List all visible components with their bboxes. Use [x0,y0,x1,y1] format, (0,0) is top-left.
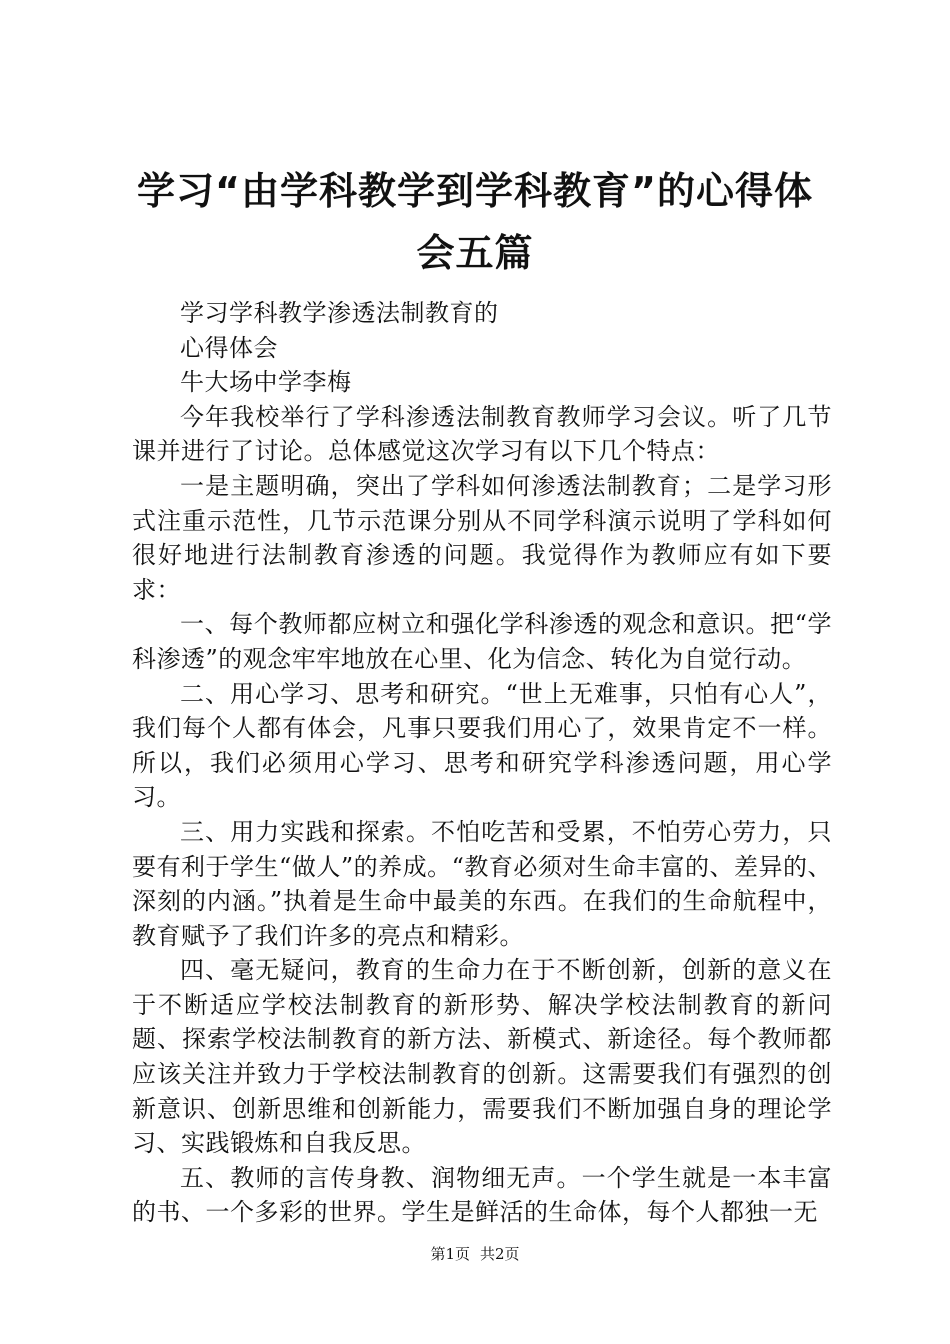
paragraph-intro: 今年我校举行了学科渗透法制教育教师学习会议。听了几节课并进行了讨论。总体感觉这次学习有以下几个特点： [132,402,832,466]
paragraph-point-5: 五、教师的言传身教、润物细无声。一个学生就是一本丰富的书、一个多彩的世界。学生是鲜活的生命体，每个人都独一无 [132,1163,832,1227]
subtitle-line-2: 心得体会 [180,333,278,362]
document-title: 学习“由学科教学到学科教育”的心得体会五篇 [137,169,813,275]
page-footer [0,1244,950,1264]
document-body [132,296,832,1230]
paragraph-point-1: 一、每个教师都应树立和强化学科渗透的观念和意识。把“学科渗透”的观念牢牢地放在心里、化为信念、转化为自觉行动。 [132,610,832,673]
paragraph-features: 一是主题明确，突出了学科如何渗透法制教育；二是学习形式注重示范性，几节示范课分别从不同学科演示说明了学科如何很好地进行法制教育渗透的问题。我觉得作为教师应有如下要求： [132,471,832,604]
subtitle-line-1: 学习学科教学渗透法制教育的 [180,299,499,327]
author-line: 牛大场中学李梅 [180,368,352,397]
paragraph-point-3: 三、用力实践和探索。不怕吃苦和受累，不怕劳心劳力，只要有利于学生“做人”的养成。“教育必须对生命丰富的、差异的、深刻的内涵。”执着是生命中最美的东西。在我们的生命航程中，教育赋予了我们许多的亮点和精彩。 [132,817,832,950]
paragraph-point-2: 二、用心学习、思考和研究。“世上无难事，只怕有心人”，我们每个人都有体会，凡事只要我们用心了，效果肯定不一样。所以，我们必须用心学习、思考和研究学科渗透问题，用心学习。 [132,679,832,812]
page-number: 第1页 [430,1245,470,1263]
paragraph-point-4: 四、毫无疑问，教育的生命力在于不断创新，创新的意义在于不断适应学校法制教育的新形势、解决学校法制教育的新问题、探索学校法制教育的新方法、新模式、新途径。每个教师都应该关注并致力于学校法制教育的创新。这需要我们有强烈的创新意识、创新思维和创新能力，需要我们不断加强自身的理论学习、实践锻炼和自我反思。 [132,956,832,1158]
page-total: 共2页 [480,1245,520,1263]
